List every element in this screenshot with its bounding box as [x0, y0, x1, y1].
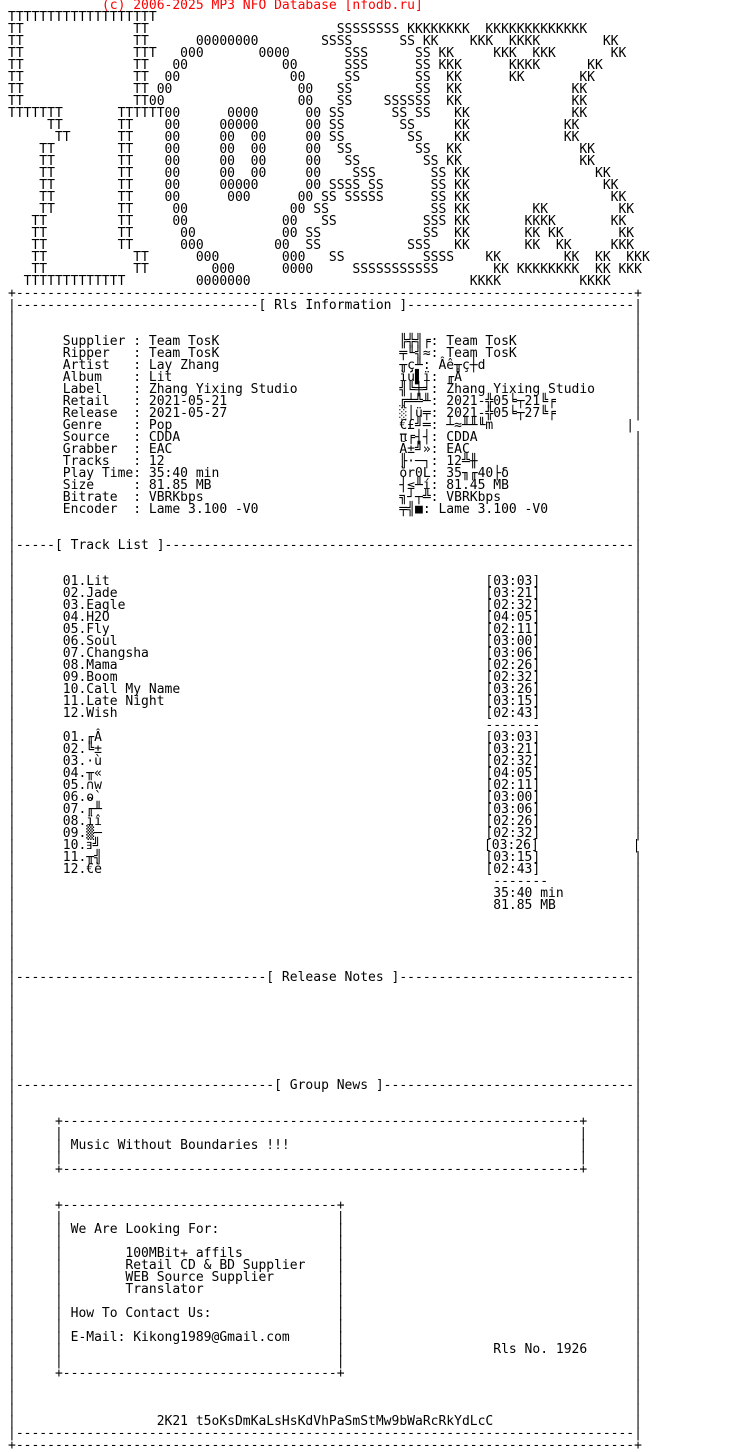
nfo-line: | 06.Soul [03:00] | — [8, 634, 642, 649]
nfo-line: | 02.Jade [03:21] | — [8, 586, 642, 601]
nfo-line: | 07.Changsha [03:06] | — [8, 646, 642, 661]
nfo-line: | | Translator | | — [8, 1282, 642, 1297]
nfo-line: | 01.╓Â [03:03] | — [8, 730, 642, 745]
nfo-line: | | — [8, 562, 642, 577]
nfo-line: | +------------------------------------------------------------------+ | — [8, 1162, 642, 1177]
nfo-line: | 04.╥« [04:05] | — [8, 766, 642, 781]
nfo-line: | 05.Fly [02:11] | — [8, 622, 642, 637]
nfo-line: TT TT 00 00000 00 SSSS SS SS KK KK — [8, 178, 619, 193]
nfo-line: | | — [8, 526, 642, 541]
nfo-line: | | — [8, 1378, 642, 1393]
nfo-line: +-------------------------------------------------------------------------------+ — [8, 1438, 642, 1453]
nfo-line: | | — [8, 958, 642, 973]
nfo-line: | | — [8, 1030, 642, 1045]
nfo-line: TT TT 00 00 00 00 SS SS KK KK — [8, 154, 595, 169]
nfo-line: TTTTTTTTTTTTT 0000000 KKKK KKKK — [8, 274, 611, 289]
nfo-line: | | — [8, 514, 642, 529]
nfo-line: | 08.ïî [02:26] | — [8, 814, 642, 829]
nfo-line: | 11.╥╣ [03:15] | — [8, 850, 642, 865]
nfo-line: | | — [8, 1054, 642, 1069]
nfo-line: | | — [8, 934, 642, 949]
nfo-line: | 09.Boom [02:32] | — [8, 670, 642, 685]
nfo-line: |-------------------------------------------------------------------------------| — [8, 1426, 642, 1441]
nfo-line: | | — [8, 1390, 642, 1405]
nfo-line: | 12.Wish [02:43] | — [8, 706, 642, 721]
nfo-line: TT TTT 000 0000 SSS SS KK KKK KKK KK — [8, 46, 627, 61]
nfo-line: | | — [8, 1066, 642, 1081]
nfo-line: | | | | — [8, 1126, 642, 1141]
nfo-line: |-----[ Track List ]------------------------------------------------------------| — [8, 538, 642, 553]
nfo-line: | 07.╓╨ [03:06] | — [8, 802, 642, 817]
nfo-line: TT TT 00 00 SS SS KK KK KK — [8, 202, 635, 217]
nfo-line: | 09.▒─ [02:32] | — [8, 826, 642, 841]
nfo-line: | Encoder : Lame 3.100 -V0 ╤╣■: Lame 3.100 -V0 | — [8, 502, 642, 517]
nfo-body — [8, 12, 738, 1452]
nfo-line: | 12.€è [02:43] | — [8, 862, 642, 877]
nfo-line: | | WEB Source Supplier | | — [8, 1270, 642, 1285]
nfo-line: | Supplier : Team TosK ╠╬╣╒: Team TosK | — [8, 334, 642, 349]
nfo-line: | Size : 81.85 MB ┤≤╨í: 81.45 MB | — [8, 478, 642, 493]
nfo-line: | Tracks : 12 ╟·─┐: 12╩╫ | — [8, 454, 642, 469]
nfo-line: | Release : 2021-05-27 ░│ü╤: 2021-╬05╘┬27╚╒ | — [8, 406, 642, 421]
nfo-line: | Source : CDDA π╒┤┤: CDDA | — [8, 430, 642, 445]
nfo-line: | | | | — [8, 1150, 642, 1165]
nfo-line: | 06.ⱺ` [03:00] | — [8, 790, 642, 805]
nfo-line: | 10.ⱻ╝ [03:26] | — [8, 838, 641, 853]
nfo-line: | | — [8, 922, 642, 937]
nfo-line: TTTTTTT TTTTTT00 0000 00 SS SS SS KK KK — [8, 106, 588, 121]
nfo-line: | | — [8, 310, 642, 325]
nfo-line: | Genre : Pop €£╝═: ┴≈╨╨╙m | — [8, 418, 635, 433]
nfo-line: | Grabber : EAC Ã±╝»: EAC | — [8, 442, 642, 457]
nfo-line: | +-----------------------------------+ | — [8, 1366, 642, 1381]
nfo-line: TT TT 00 00 00 00 SS SS KK KK — [8, 142, 595, 157]
nfo-line: | | | | — [8, 1318, 642, 1333]
nfo-line: | | How To Contact Us: | | — [8, 1306, 642, 1321]
nfo-line: | | — [8, 322, 642, 337]
nfo-line: | | — [8, 1402, 642, 1417]
nfo-line: | 35:40 min | — [8, 886, 642, 901]
nfo-line: | | | | — [8, 1294, 642, 1309]
nfo-line: |-------------------------------[ Rls Information ]-----------------------------| — [8, 298, 642, 313]
nfo-line: | | | | — [8, 1210, 642, 1225]
nfo-line: | | Music Without Boundaries !!! | | — [8, 1138, 642, 1153]
nfo-line: TT TT 00 000 00 SS SSSSS SS KK KK — [8, 190, 627, 205]
nfo-line: | | — [8, 982, 642, 997]
nfo-line: TT TT 000 000 SS SSSS KK KK KK KKK — [8, 250, 650, 265]
nfo-line: | Retail : 2021-05-21 ╔╧╩╨: 2021-╬05╘┬21╚╒ | — [8, 394, 642, 409]
nfo-line: | 02.╚± [03:21] | — [8, 742, 642, 757]
nfo-line: | ------- | — [8, 718, 642, 733]
nfo-line: | | — [8, 910, 642, 925]
nfo-document — [8, 0, 738, 1452]
nfo-line: | +-----------------------------------+ | — [8, 1198, 642, 1213]
nfo-line: | | | Rls No. 1926 | — [8, 1342, 642, 1357]
credit-line: (c) 2006-2025 MP3 NFO Database [nfodb.ru] — [8, 0, 423, 13]
nfo-line: | Artist : Lay Zhang ╥ç╨: Âê╥ç┼d | — [8, 358, 642, 373]
nfo-line: | 2K21 t5oKsDmKaLsHsKdVhPaSmStMw9bWaRcRkYdLcC | — [8, 1414, 642, 1429]
nfo-line: TTTTTTTTTTTTTTTTTTT — [8, 10, 157, 25]
nfo-line: TT TT 000 0000 SSSSSSSSSSS KK KKKKKKKK KK KKK — [8, 262, 642, 277]
nfo-line: TT TT 00 00 SS SSS KK KKKK KK — [8, 214, 627, 229]
nfo-line: TT TT 00000000 SSSS SS KK KKK KKKK KK — [8, 34, 619, 49]
nfo-line: | | Retail CD & BD Supplier | | — [8, 1258, 642, 1273]
nfo-line: | | — [8, 994, 642, 1009]
nfo-line: | Ripper : Team TosK ╤╙╣≈: Team TosK | — [8, 346, 642, 361]
nfo-line: | 03.·ù [02:32] | — [8, 754, 642, 769]
nfo-line: | | E-Mail: Kikong1989@Gmail.com | | — [8, 1330, 642, 1345]
nfo-line: TT TT00 00 SS SSSSSS KK KK — [8, 94, 588, 109]
nfo-line: | | — [8, 1090, 642, 1105]
nfo-line: | 01.Lit [03:03] | — [8, 574, 642, 589]
nfo-line: |--------------------------------[ Release Notes ]------------------------------| — [8, 970, 642, 985]
nfo-line: TT TT 000 00 SS SSS KK KK KK KKK — [8, 238, 635, 253]
nfo-line: TT TT 00 00 SS SS KK KK KK — [8, 70, 595, 85]
nfo-line: TT TT 00 00 SSS SS KKK KKKK KK — [8, 58, 603, 73]
nfo-line: | Label : Zhang Yixing Studio ╣╚╪╛: Zhang Yixing Studio | — [8, 382, 642, 397]
nfo-line: |---------------------------------[ Group News ]--------------------------------| — [8, 1078, 642, 1093]
nfo-line: | | — [8, 1018, 642, 1033]
nfo-line: | 11.Late Night [03:15] | — [8, 694, 642, 709]
nfo-line: | 10.Call My Name [03:26] | — [8, 682, 642, 697]
nfo-line: | Play Time: 35:40 min òr0L: 35╖╓40├δ | — [8, 466, 642, 481]
nfo-line: | | — [8, 1186, 642, 1201]
nfo-line: | | — [8, 1174, 642, 1189]
nfo-line: | 81.85 MB | — [8, 898, 642, 913]
nfo-line: TT TT 00 00 SS SS KK KK KK KK — [8, 226, 635, 241]
nfo-line: | | — [8, 1102, 642, 1117]
nfo-line: | | — [8, 550, 642, 565]
nfo-line: TT TT 00 00 00 00 SS SS KK KK — [8, 130, 580, 145]
nfo-line: | | 100MBit+ affils | | — [8, 1246, 642, 1261]
nfo-line: | Album : Lit ìú▌ï: ╓Â | — [8, 370, 642, 385]
nfo-line: | | | | — [8, 1234, 642, 1249]
nfo-line: | | We Are Looking For: | | — [8, 1222, 642, 1237]
nfo-line: TT TT 00 00 SS SS KK KK — [8, 82, 588, 97]
nfo-line: | 08.Mama [02:26] | — [8, 658, 642, 673]
nfo-line: | | — [8, 1042, 642, 1057]
nfo-line: | | | | — [8, 1354, 642, 1369]
nfo-line: TT TT 00 00000 00 SS SS KK KK — [8, 118, 580, 133]
nfo-line: | 03.Eagle [02:32] | — [8, 598, 642, 613]
nfo-line: +-------------------------------------------------------------------------------+ — [8, 286, 642, 301]
nfo-line: TT TT SSSSSSSS KKKKKKKK KKKKKKKKKKKKK — [8, 22, 588, 37]
nfo-line: | | — [8, 946, 642, 961]
nfo-line: | Bitrate : VBRKbps ╗┘┬╩: VBRKbps | — [8, 490, 642, 505]
nfo-line: | 05.∩w [02:11] | — [8, 778, 642, 793]
nfo-line: | | — [8, 1006, 642, 1021]
nfo-line: | 04.H2O [04:05] | — [8, 610, 642, 625]
nfo-line: | +------------------------------------------------------------------+ | — [8, 1114, 642, 1129]
nfo-line: TT TT 00 00 00 00 SSS SS KK KK — [8, 166, 611, 181]
nfo-line: | ------- | — [8, 874, 642, 889]
